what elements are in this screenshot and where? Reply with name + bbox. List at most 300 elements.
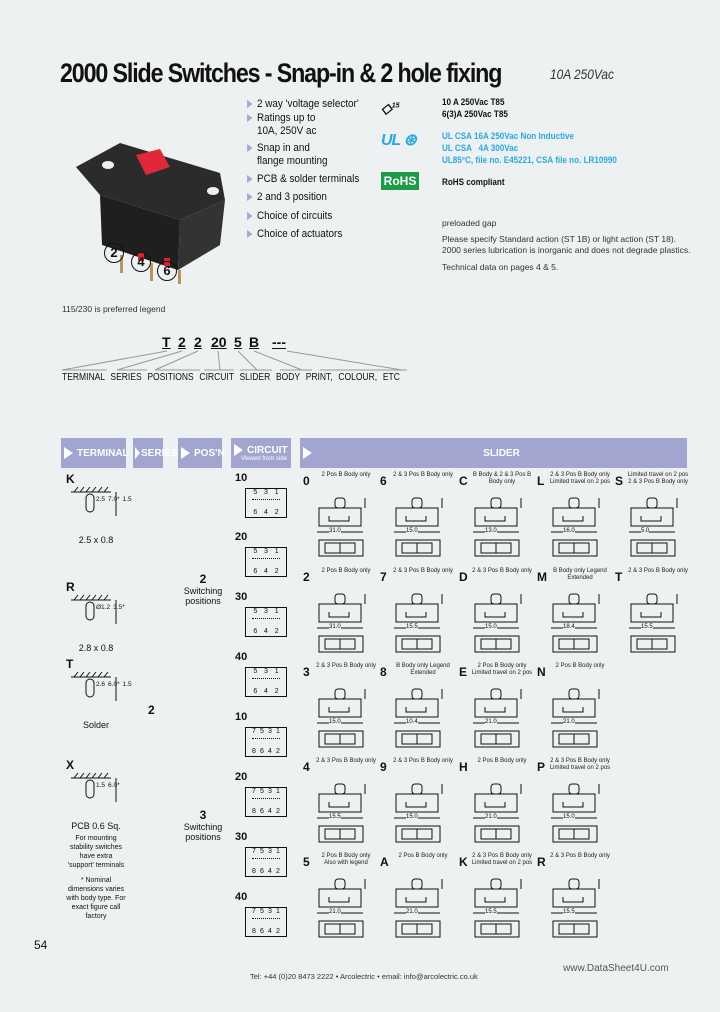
slider-caption: 2 Pos B Body only Limited travel on 2 pos <box>471 663 533 676</box>
slider-drawing <box>545 869 611 945</box>
pin-number: 2 <box>274 688 279 695</box>
pin-label: 6 <box>157 261 177 281</box>
terminal-drawing <box>66 772 126 812</box>
slider-caption: B Body & 2 & 3 Pos B Body only <box>472 472 532 485</box>
field-label: CIRCUIT <box>199 372 234 383</box>
arrow-icon <box>135 447 140 459</box>
circuit-code: 40 <box>235 651 248 663</box>
terminal-caption: Solder <box>82 720 109 730</box>
circuit-item <box>235 591 287 637</box>
slider-code: A <box>380 855 389 869</box>
circuit-bottom-pins <box>246 868 286 875</box>
enec-rating: 6(3)A 250Vac T85 <box>442 109 508 119</box>
slider-option <box>459 472 535 564</box>
slider-dimension: 15.0 <box>406 528 418 534</box>
slider-code: P <box>537 760 546 774</box>
slider-option <box>303 568 379 660</box>
terminal-code: T <box>66 657 74 671</box>
pin-number: 1 <box>274 608 279 615</box>
circuit-top-pins <box>246 608 286 615</box>
slider-dimension: 15.5 <box>641 624 653 630</box>
pin-number: 3 <box>264 489 268 496</box>
circuit-code: 20 <box>235 531 248 543</box>
slider-drawing <box>467 869 533 945</box>
pin-number: 5 <box>260 728 264 735</box>
ordering-code-diagram <box>62 334 422 388</box>
code-positions: 2 <box>194 334 202 350</box>
pin-number: 2 <box>274 628 279 635</box>
terminal-drawing <box>66 671 126 711</box>
terminal-dim: 1.5 <box>96 782 106 789</box>
pin-number: 4 <box>264 509 268 516</box>
circuit-bottom-pins <box>246 748 286 755</box>
slider-caption: 2 Pos B Body only <box>477 758 527 764</box>
bullet-arrow-icon <box>247 230 252 238</box>
pin-number: 3 <box>268 728 272 735</box>
pin-number: 4 <box>268 868 272 875</box>
page-number: 54 <box>34 938 48 952</box>
circuit-item <box>235 771 287 817</box>
terminal-note: For mounting stability switches have extra 'support' terminals <box>67 835 125 869</box>
pin-number: 2 <box>276 808 280 815</box>
pin-number: 7 <box>252 848 256 855</box>
slider-option <box>537 663 613 755</box>
slider-dimension: 21.0 <box>329 909 341 915</box>
bullet-arrow-icon <box>247 193 252 201</box>
bullet-arrow-icon <box>247 100 252 108</box>
circuit-link <box>252 858 280 859</box>
slider-code: L <box>537 474 545 488</box>
position-value: 2 <box>199 572 207 586</box>
notes-tech: Technical data on pages 4 & 5. <box>442 262 559 272</box>
bullet-arrow-icon <box>247 175 252 183</box>
slider-dimension: 21.0 <box>406 909 418 915</box>
terminal-dims <box>96 681 135 688</box>
slider-code: 6 <box>380 474 387 488</box>
pin-number: 3 <box>268 848 272 855</box>
ul-rating: UL85°C, file no. E45221, CSA file no. LR10990 <box>442 155 617 165</box>
pin-number: 4 <box>268 808 272 815</box>
pin-number: 3 <box>264 608 268 615</box>
pin-number: 6 <box>260 868 264 875</box>
terminal-item <box>66 580 146 653</box>
slider-code: 4 <box>303 760 310 774</box>
enec-mark-icon: ◇$^{15}$ <box>381 100 400 116</box>
pin-number: 6 <box>253 568 258 575</box>
slider-code: N <box>537 665 546 679</box>
rohs-text: RoHS compliant <box>442 177 505 187</box>
terminal-dims <box>96 496 135 503</box>
circuit-bottom-pins <box>246 509 286 516</box>
slider-drawing <box>623 488 689 564</box>
pin-number: 6 <box>253 628 258 635</box>
slider-caption: 2 & 3 Pos B Body only Limited travel on 2 pos <box>549 472 611 485</box>
circuit-bottom-pins <box>246 928 286 935</box>
arrow-icon <box>181 447 190 459</box>
slider-code: E <box>459 665 468 679</box>
slider-dimension: 5.0 <box>641 528 650 534</box>
slider-option <box>303 853 379 945</box>
slider-caption: 2 & 3 Pos B Body only Limited travel on 2 pos <box>471 853 533 866</box>
enec-number: 15 <box>391 102 400 110</box>
position-label: Switching positions <box>183 586 223 606</box>
slider-option <box>459 853 535 945</box>
notes-heading: preloaded gap <box>442 218 497 228</box>
slider-option <box>380 568 456 660</box>
terminal-item <box>66 657 146 730</box>
terminal-dim: 1.5 <box>122 496 132 503</box>
terminal-caption: 2.8 x 0.8 <box>78 643 114 653</box>
slider-drawing <box>467 584 533 660</box>
slider-code: 0 <box>303 474 310 488</box>
header-slider <box>300 438 687 468</box>
circuit-code: 40 <box>235 891 248 903</box>
slider-drawing <box>311 679 377 755</box>
circuit-diagram <box>245 907 287 937</box>
circuit-diagram <box>245 607 287 637</box>
pin-number: 3 <box>268 788 272 795</box>
pin-number: 1 <box>276 788 280 795</box>
circuit-link <box>252 918 280 919</box>
circuit-link <box>252 678 280 679</box>
pin-number: 8 <box>252 928 256 935</box>
pin-number: 6 <box>253 688 258 695</box>
pin-number: 8 <box>252 808 256 815</box>
slider-caption: 2 Pos B Body only <box>398 853 448 859</box>
slider-option <box>380 853 456 945</box>
circuit-top-pins <box>246 728 286 735</box>
circuit-diagram <box>245 667 287 697</box>
circuit-link <box>252 558 280 559</box>
slider-drawing <box>388 869 454 945</box>
slider-dimension: 31.0 <box>329 528 341 534</box>
terminal-dim: 6.0* <box>108 782 120 789</box>
slider-option <box>303 472 379 564</box>
enec-rating: 10 A 250Vac T85 <box>442 97 505 107</box>
terminal-code: K <box>66 472 75 486</box>
circuit-item <box>235 531 287 577</box>
code-body: B <box>249 334 260 350</box>
slider-drawing <box>388 774 454 850</box>
pin-number: 8 <box>252 868 256 875</box>
slider-code: 9 <box>380 760 387 774</box>
slider-option <box>303 663 379 755</box>
circuit-item <box>235 831 287 877</box>
pin-number: 3 <box>264 548 268 555</box>
pin-number: 4 <box>268 928 272 935</box>
field-label: BODY <box>275 372 300 383</box>
terminal-dim: Ø1.2 <box>96 604 111 611</box>
slider-option <box>459 568 535 660</box>
slider-code: K <box>459 855 468 869</box>
feature-item: 2 way 'voltage selector' <box>257 98 359 110</box>
code-series: 2 <box>178 334 186 350</box>
circuit-top-pins <box>246 548 286 555</box>
slider-drawing <box>311 774 377 850</box>
slider-dimension: 21.0 <box>563 719 575 725</box>
circuit-link <box>252 738 280 739</box>
feature-item: Snap in and flange mounting <box>257 142 328 167</box>
terminal-dim: 7.0* <box>108 496 120 503</box>
circuit-link <box>252 499 280 500</box>
pin-number: 4 <box>268 748 272 755</box>
pin-number: 1 <box>274 548 279 555</box>
circuit-diagram <box>245 787 287 817</box>
pin-number: 1 <box>274 668 279 675</box>
terminal-dims <box>96 782 123 789</box>
code-terminal: T <box>162 334 171 350</box>
slider-code: D <box>459 570 468 584</box>
circuit-top-pins <box>246 848 286 855</box>
slider-code: 3 <box>303 665 310 679</box>
slider-drawing <box>311 488 377 564</box>
slider-dimension: 10.4 <box>406 719 418 725</box>
pin-number: 6 <box>260 808 264 815</box>
circuit-top-pins <box>246 908 286 915</box>
slider-code: H <box>459 760 468 774</box>
pin-number: 2 <box>274 509 279 516</box>
circuit-diagram <box>245 847 287 877</box>
ul-rating: UL CSA 4A 300Vac <box>442 143 519 153</box>
pin-number: 1 <box>274 489 279 496</box>
pin-number: 5 <box>260 788 264 795</box>
slider-option <box>537 472 613 564</box>
header-label: SERIES <box>141 447 178 459</box>
pin-label: 2 <box>104 243 124 263</box>
circuit-code: 10 <box>235 472 248 484</box>
slider-caption: 2 & 3 Pos B Body only <box>472 568 532 574</box>
pin-number: 7 <box>252 788 256 795</box>
header-terminal <box>61 438 129 468</box>
field-label: POSITIONS <box>147 372 194 383</box>
pin-number: 2 <box>276 928 280 935</box>
watermark: www.DataSheet4U.com <box>563 963 669 974</box>
slider-dimension: 15.5 <box>563 909 575 915</box>
slider-dimension: 15.5 <box>485 909 497 915</box>
pin-number: 4 <box>264 688 268 695</box>
slider-code: T <box>615 570 623 584</box>
slider-dimension: 15.0 <box>563 814 575 820</box>
slider-code: S <box>615 474 624 488</box>
slider-code: 8 <box>380 665 387 679</box>
slider-dimension: 31.0 <box>329 624 341 630</box>
slider-caption: 2 Pos B Body only <box>555 663 605 669</box>
slider-caption: B Body only Legend Extended <box>396 663 450 676</box>
circuit-link <box>252 798 280 799</box>
terminal-dim: 1.5 <box>122 681 132 688</box>
slider-drawing <box>467 774 533 850</box>
arrow-icon <box>234 444 243 456</box>
pin-number: 5 <box>260 908 264 915</box>
pin-number: 1 <box>276 908 280 915</box>
notes-line: 2000 series lubrication is inorganic and does not degrade plastics. <box>442 245 691 255</box>
feature-item: Ratings up to 10A, 250V ac <box>257 112 317 137</box>
slider-drawing <box>545 774 611 850</box>
circuit-link <box>252 618 280 619</box>
circuit-bottom-pins <box>246 628 286 635</box>
slider-option <box>380 472 456 564</box>
pin-number: 4 <box>264 568 268 575</box>
slider-option <box>380 758 456 850</box>
circuit-item <box>235 891 287 937</box>
pin-number: 2 <box>276 868 280 875</box>
rating-subtitle: 10A 250Vac <box>550 66 614 82</box>
slider-dimension: 21.0 <box>485 814 497 820</box>
slider-drawing <box>623 584 689 660</box>
circuit-bottom-pins <box>246 688 286 695</box>
slider-code: 7 <box>380 570 387 584</box>
slider-option <box>303 758 379 850</box>
bullet-arrow-icon <box>247 212 252 220</box>
circuit-top-pins <box>246 489 286 496</box>
circuit-diagram <box>245 547 287 577</box>
pin-number: 1 <box>276 728 280 735</box>
pin-number: 5 <box>253 489 258 496</box>
slider-option <box>537 853 613 945</box>
header-label: CIRCUIT <box>247 444 288 456</box>
footer-contact: Tel: +44 (0)20 8473 2222 • Arcolectric • email: info@arcolectric.co.uk <box>250 972 478 981</box>
slider-drawing <box>545 584 611 660</box>
terminal-dim: 2.5 <box>96 496 106 503</box>
slider-drawing <box>467 679 533 755</box>
terminal-drawing <box>66 594 126 634</box>
slider-caption: 2 & 3 Pos B Body only <box>628 568 688 574</box>
pin-number: 2 <box>274 568 279 575</box>
feature-item: PCB & solder terminals <box>257 173 360 185</box>
slider-option <box>537 758 613 850</box>
slider-dimension: 15.0 <box>329 719 341 725</box>
slider-option <box>615 472 691 564</box>
ul-csa-logo-icon: UL ⊛ <box>381 132 416 149</box>
position-3 <box>183 808 223 842</box>
terminal-dim: 6.0* <box>108 681 120 688</box>
pin-number: 5 <box>253 548 258 555</box>
terminal-drawing <box>66 486 126 526</box>
code-slider: 5 <box>234 334 242 350</box>
slider-drawing <box>388 584 454 660</box>
terminal-dim: 2.6 <box>96 681 106 688</box>
slider-option <box>615 568 691 660</box>
circuit-bottom-pins <box>246 568 286 575</box>
circuit-top-pins <box>246 788 286 795</box>
slider-drawing <box>311 869 377 945</box>
slider-drawing <box>467 488 533 564</box>
slider-drawing <box>545 488 611 564</box>
header-label: SLIDER <box>483 447 520 459</box>
pin-number: 3 <box>268 908 272 915</box>
arrow-icon <box>64 447 73 459</box>
header-label: POS'N <box>194 447 225 459</box>
slider-code: 5 <box>303 855 310 869</box>
header-sublabel: Viewed from side <box>241 456 287 462</box>
pin-number: 5 <box>260 848 264 855</box>
slider-caption: 2 & 3 Pos B Body only <box>393 472 453 478</box>
legend-note: 115/230 is preferred legend <box>62 304 166 314</box>
header-position <box>178 438 225 468</box>
header-series <box>133 438 178 468</box>
pin-number: 5 <box>253 608 258 615</box>
terminal-caption: PCB 0.6 Sq. <box>71 821 121 831</box>
slider-option <box>459 663 535 755</box>
bullet-arrow-icon <box>247 114 252 122</box>
pin-number: 3 <box>264 668 268 675</box>
arrow-icon <box>303 447 312 459</box>
pin-number: 7 <box>252 728 256 735</box>
slider-caption: 2 Pos B Body only Also with legend <box>321 853 371 866</box>
terminal-caption: 2.5 x 0.8 <box>78 535 114 545</box>
slider-dimension: 16.0 <box>563 528 575 534</box>
slider-dimension: 15.0 <box>406 814 418 820</box>
rohs-badge: RoHS <box>381 172 419 190</box>
field-label: SLIDER <box>239 372 271 383</box>
circuit-item <box>235 651 287 697</box>
slider-dimension: 15.5 <box>329 814 341 820</box>
circuit-item <box>235 711 287 757</box>
code-print: --- <box>272 334 286 350</box>
slider-dimension: 15.0 <box>485 624 497 630</box>
circuit-top-pins <box>246 668 286 675</box>
pin-number: 5 <box>253 668 258 675</box>
slider-code: 2 <box>303 570 310 584</box>
bullet-arrow-icon <box>247 144 252 152</box>
field-label: SERIES <box>110 372 142 383</box>
slider-drawing <box>311 584 377 660</box>
pin-number: 1 <box>276 848 280 855</box>
slider-drawing <box>388 488 454 564</box>
slider-caption: 2 & 3 Pos B Body only <box>316 758 376 764</box>
feature-item: Choice of actuators <box>257 228 343 240</box>
position-2 <box>183 572 223 606</box>
pin-number: 6 <box>253 509 258 516</box>
page-title: 2000 Slide Switches - Snap-in & 2 hole fixing <box>60 58 502 88</box>
circuit-bottom-pins <box>246 808 286 815</box>
slider-drawing <box>388 679 454 755</box>
circuit-code: 20 <box>235 771 248 783</box>
slider-code: R <box>537 855 546 869</box>
pin-number: 6 <box>260 748 264 755</box>
slider-option <box>537 568 613 660</box>
field-label: PRINT, COLOUR, ETC <box>305 372 400 383</box>
ul-rating: UL CSA 16A 250Vac Non Inductive <box>442 131 575 141</box>
notes-line: Please specify Standard action (ST 1B) or light action (ST 18). <box>442 234 677 244</box>
slider-caption: 2 & 3 Pos B Body only <box>316 663 376 669</box>
slider-caption: 2 Pos B Body only <box>321 472 371 478</box>
slider-dimension: 15.5 <box>406 624 418 630</box>
slider-option <box>459 758 535 850</box>
slider-caption: Limited travel on 2 pos 2 & 3 Pos B Body only <box>627 472 689 485</box>
pin-number: 4 <box>264 628 268 635</box>
slider-dimension: 21.0 <box>485 719 497 725</box>
pin-label: 4 <box>131 252 151 272</box>
slider-code: C <box>459 474 468 488</box>
slider-caption: 2 & 3 Pos B Body only <box>550 853 610 859</box>
terminal-footnote: * Nominal dimensions varies with body type. For exact figure call factory <box>66 877 126 920</box>
circuit-code: 30 <box>235 831 248 843</box>
series-value: 2 <box>148 703 155 717</box>
position-label: Switching positions <box>183 822 223 842</box>
slider-caption: 2 Pos B Body only <box>321 568 371 574</box>
circuit-item <box>235 472 287 518</box>
pin-number: 8 <box>252 748 256 755</box>
terminal-item <box>66 472 146 545</box>
circuit-code: 30 <box>235 591 248 603</box>
pin-number: 2 <box>276 748 280 755</box>
feature-item: Choice of circuits <box>257 210 333 222</box>
field-label: TERMINAL <box>62 372 105 383</box>
terminal-code: R <box>66 580 75 594</box>
slider-drawing <box>545 679 611 755</box>
slider-dimension: 18.4 <box>563 624 575 630</box>
